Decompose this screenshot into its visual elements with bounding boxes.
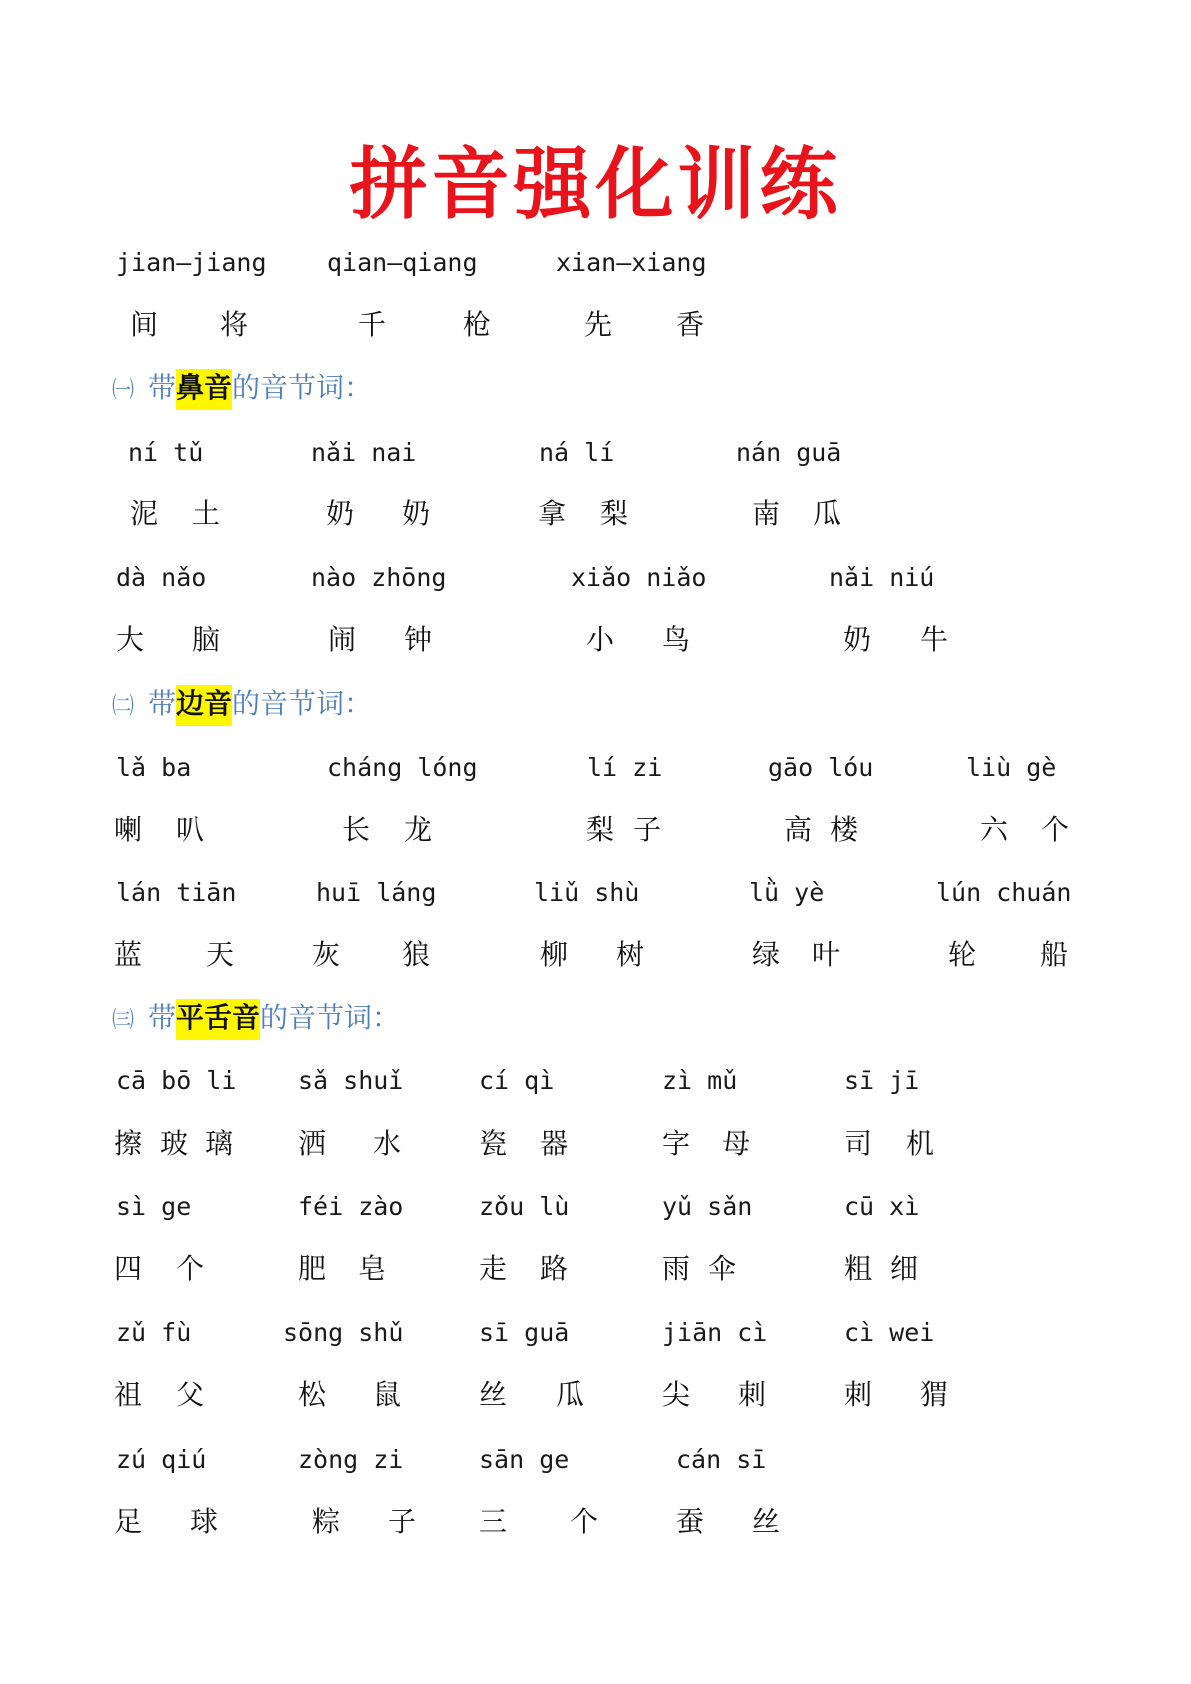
section-suffix: 的音节词：: [232, 687, 373, 720]
hanzi-char: 球: [190, 1505, 219, 1538]
pinyin-word: nǎi nai: [311, 438, 417, 467]
page-title: 拼音强化训练: [349, 139, 842, 230]
section-prefix: 带: [148, 1001, 177, 1034]
hanzi-char: 猬: [920, 1378, 949, 1411]
hanzi-char: 叭: [176, 813, 205, 846]
hanzi-char: 机: [906, 1127, 935, 1160]
hanzi-char: 松: [298, 1378, 327, 1411]
hanzi-char: 个: [176, 1252, 205, 1285]
pinyin-row: [0, 1064, 1191, 1104]
hanzi-char: 瓷: [479, 1127, 508, 1160]
hanzi-char: 奶: [326, 497, 355, 530]
section-header: [112, 684, 372, 727]
hanzi-char: 刺: [844, 1378, 873, 1411]
hanzi-char: 祖: [114, 1378, 143, 1411]
hanzi-char: 奶: [843, 623, 872, 656]
pinyin-row: [0, 1190, 1191, 1230]
pinyin-word: zì mǔ: [662, 1066, 738, 1095]
section-prefix: 带: [148, 371, 177, 404]
pinyin-word: sī jī: [844, 1066, 920, 1095]
hanzi-char: 子: [388, 1505, 417, 1538]
hanzi-char: 南: [752, 497, 781, 530]
pinyin-word: gāo lóu: [768, 753, 874, 782]
pinyin-row: [0, 1443, 1191, 1483]
hanzi-row: [0, 812, 1191, 852]
hanzi-char: 千: [358, 308, 387, 341]
pinyin-word: xiǎo niǎo: [571, 563, 707, 592]
hanzi-char: 奶: [402, 497, 431, 530]
hanzi-char: 灰: [312, 938, 341, 971]
hanzi-char: 路: [540, 1252, 569, 1285]
pinyin-pair: qian—qiang: [327, 248, 478, 277]
hanzi-char: 字: [662, 1127, 691, 1160]
hanzi-char: 丝: [479, 1378, 508, 1411]
hanzi-char: 泥: [130, 497, 159, 530]
pinyin-word: lǎ ba: [116, 753, 192, 782]
section-header: [112, 998, 400, 1041]
hanzi-char: 四: [114, 1252, 143, 1285]
hanzi-char: 玻: [160, 1127, 189, 1160]
section-number: ㈠: [112, 378, 135, 403]
pinyin-row: [0, 876, 1191, 916]
pinyin-word: zǒu lù: [479, 1192, 570, 1221]
hanzi-char: 先: [584, 308, 613, 341]
hanzi-char: 枪: [463, 308, 492, 341]
hanzi-char: 鸟: [662, 623, 691, 656]
pinyin-word: féi zào: [298, 1192, 404, 1221]
pinyin-word: sǎ shuǐ: [298, 1066, 404, 1095]
hanzi-char: 皂: [358, 1252, 387, 1285]
hanzi-char: 楼: [830, 813, 859, 846]
hanzi-char: 伞: [708, 1252, 737, 1285]
pinyin-word: cán sī: [676, 1445, 767, 1474]
pinyin-word: zú qiú: [116, 1445, 207, 1474]
pinyin-word: zǔ fù: [116, 1318, 192, 1347]
hanzi-char: 将: [220, 308, 249, 341]
hanzi-char: 瓜: [556, 1378, 585, 1411]
hanzi-char: 粽: [312, 1505, 341, 1538]
pinyin-row: [0, 751, 1191, 791]
hanzi-row: [0, 622, 1191, 662]
hanzi-char: 牛: [920, 623, 949, 656]
pinyin-word: cā bō li: [116, 1066, 237, 1095]
pinyin-word: lún chuán: [936, 878, 1072, 907]
hanzi-char: 璃: [205, 1127, 234, 1160]
pinyin-word: huī láng: [316, 878, 437, 907]
pinyin-pair: xian—xiang: [556, 248, 707, 277]
hanzi-char: 船: [1040, 938, 1069, 971]
pinyin-word: liù gè: [966, 753, 1057, 782]
section-header: [112, 368, 372, 411]
hanzi-char: 粗: [844, 1252, 873, 1285]
pinyin-word: nào zhōng: [311, 563, 447, 592]
pinyin-word: ní tǔ: [128, 438, 204, 467]
pinyin-word: sōng shǔ: [283, 1318, 404, 1347]
pinyin-word: yǔ sǎn: [662, 1192, 753, 1221]
pinyin-word: sī guā: [479, 1318, 570, 1347]
hanzi-char: 长: [342, 813, 371, 846]
section-highlight: 鼻音: [176, 369, 232, 410]
hanzi-char: 间: [130, 308, 159, 341]
hanzi-char: 个: [1041, 813, 1070, 846]
pinyin-word: jiān cì: [662, 1318, 768, 1347]
hanzi-char: 绿: [752, 938, 781, 971]
hanzi-char: 拿: [538, 497, 567, 530]
hanzi-char: 细: [890, 1252, 919, 1285]
section-highlight: 边音: [176, 685, 232, 726]
section-prefix: 带: [148, 687, 177, 720]
pinyin-word: lǜ yè: [749, 878, 825, 907]
intro-pinyin-row: [0, 246, 1191, 286]
hanzi-char: 水: [373, 1127, 402, 1160]
hanzi-row: [0, 496, 1191, 536]
hanzi-char: 鼠: [373, 1378, 402, 1411]
hanzi-char: 器: [540, 1127, 569, 1160]
pinyin-word: lán tiān: [116, 878, 237, 907]
section-number: ㈡: [112, 694, 135, 719]
hanzi-char: 龙: [404, 813, 433, 846]
hanzi-char: 狼: [402, 938, 431, 971]
pinyin-word: nǎi niú: [829, 563, 935, 592]
hanzi-char: 轮: [948, 938, 977, 971]
hanzi-char: 钟: [404, 623, 433, 656]
hanzi-char: 土: [192, 497, 221, 530]
pinyin-word: sì ge: [116, 1192, 192, 1221]
hanzi-char: 小: [586, 623, 615, 656]
hanzi-row: [0, 1504, 1191, 1544]
hanzi-char: 大: [116, 623, 145, 656]
hanzi-char: 父: [176, 1378, 205, 1411]
pinyin-word: lí zi: [587, 753, 663, 782]
pinyin-word: nán guā: [736, 438, 842, 467]
hanzi-char: 脑: [192, 623, 221, 656]
hanzi-char: 闹: [328, 623, 357, 656]
hanzi-char: 擦: [114, 1127, 143, 1160]
pinyin-word: sān ge: [479, 1445, 570, 1474]
section-highlight: 平舌音: [176, 999, 260, 1040]
hanzi-row: [0, 1126, 1191, 1166]
hanzi-char: 六: [980, 813, 1009, 846]
hanzi-char: 雨: [662, 1252, 691, 1285]
pinyin-word: liǔ shù: [534, 878, 640, 907]
pinyin-word: ná lí: [539, 438, 615, 467]
hanzi-char: 足: [114, 1505, 143, 1538]
pinyin-row: [0, 561, 1191, 601]
hanzi-row: [0, 1251, 1191, 1291]
hanzi-char: 刺: [738, 1378, 767, 1411]
pinyin-word: cì wei: [844, 1318, 935, 1347]
hanzi-char: 肥: [298, 1252, 327, 1285]
hanzi-char: 个: [570, 1505, 599, 1538]
pinyin-pair: jian—jiang: [116, 248, 267, 277]
pinyin-row: [0, 436, 1191, 476]
hanzi-char: 三: [479, 1505, 508, 1538]
hanzi-char: 叶: [812, 938, 841, 971]
section-suffix: 的音节词：: [260, 1001, 401, 1034]
pinyin-word: dà nǎo: [116, 563, 207, 592]
hanzi-row: [0, 937, 1191, 977]
hanzi-char: 喇: [114, 813, 143, 846]
hanzi-char: 高: [784, 813, 813, 846]
pinyin-word: cū xì: [844, 1192, 920, 1221]
hanzi-char: 梨: [600, 497, 629, 530]
hanzi-char: 洒: [298, 1127, 327, 1160]
pinyin-row: [0, 1316, 1191, 1356]
hanzi-char: 蓝: [114, 938, 143, 971]
hanzi-char: 司: [844, 1127, 873, 1160]
section-suffix: 的音节词：: [232, 371, 373, 404]
hanzi-char: 母: [722, 1127, 751, 1160]
hanzi-char: 走: [479, 1252, 508, 1285]
hanzi-char: 丝: [752, 1505, 781, 1538]
hanzi-char: 梨: [586, 813, 615, 846]
section-number: ㈢: [112, 1008, 135, 1033]
hanzi-char: 子: [633, 813, 662, 846]
intro-hanzi-row: [0, 307, 1191, 347]
hanzi-char: 瓜: [813, 497, 842, 530]
pinyin-word: zòng zi: [298, 1445, 404, 1474]
hanzi-char: 天: [206, 938, 235, 971]
pinyin-word: cí qì: [479, 1066, 555, 1095]
hanzi-char: 香: [676, 308, 705, 341]
pinyin-word: cháng lóng: [327, 753, 478, 782]
hanzi-row: [0, 1377, 1191, 1417]
hanzi-char: 柳: [540, 938, 569, 971]
hanzi-char: 尖: [662, 1378, 691, 1411]
hanzi-char: 蚕: [676, 1505, 705, 1538]
hanzi-char: 树: [616, 938, 645, 971]
